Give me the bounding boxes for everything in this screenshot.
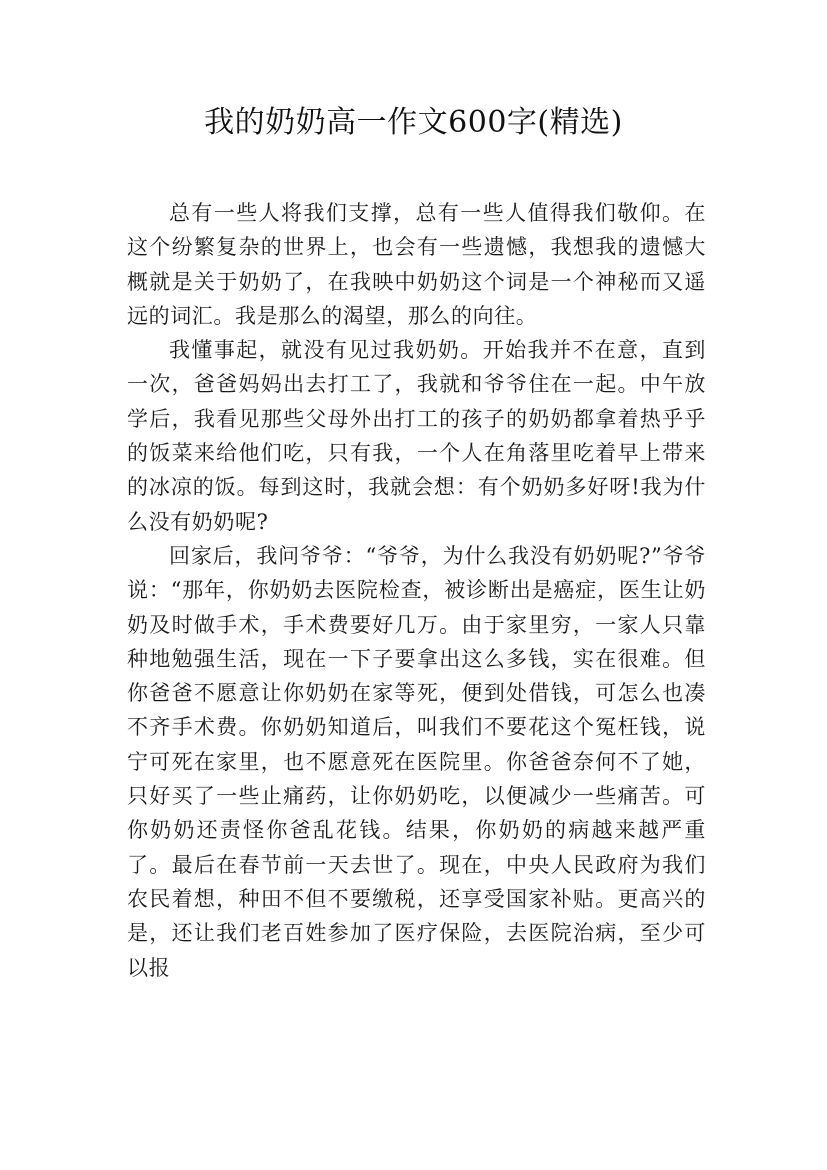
- paragraph: 回家后，我问爷爷：“爷爷，为什么我没有奶奶呢?”爷爷说：“那年，你奶奶去医院检查，被诊断出是癌症，医生让奶奶及时做手术，手术费要好几万。由于家里穷，一家人只靠种地勉强生活，现在一下子要拿出这么多钱，实在很难。但你爸爸不愿意让你奶奶在家等死，便到处借钱，可怎么也凑不齐手术费。你奶奶知道后，叫我们不要花这个冤枉钱，说宁可死在家里，也不愿意死在医院里。你爸爸奈何不了她，只好买了一些止痛药，让你奶奶吃，以便减少一些痛苦。可你奶奶还责怪你爸乱花钱。结果，你奶奶的病越来越严重了。最后在春节前一天去世了。现在，中央人民政府为我们农民着想，种田不但不要缴税，还享受国家补贴。更高兴的是，还让我们老百姓参加了医疗保险，去医院治病，至少可以报: [127, 543, 706, 980]
- paragraph: 总有一些人将我们支撑，总有一些人值得我们敬仰。在这个纷繁复杂的世界上，也会有一些遗憾，我想我的遗憾大概就是关于奶奶了，在我映中奶奶这个词是一个神秘而又遥远的词汇。我是那么的渴望，那么的向往。: [127, 201, 706, 328]
- document-body: [127, 196, 706, 985]
- paragraph: 我懂事起，就没有见过我奶奶。开始我并不在意，直到一次，爸爸妈妈出去打工了，我就和爷爷住在一起。中午放学后，我看见那些父母外出打工的孩子的奶奶都拿着热乎乎的饭菜来给他们吃，只有我，一个人在角落里吃着早上带来的冰凉的饭。每到这时，我就会想：有个奶奶多好呀!我为什么没有奶奶呢?: [127, 338, 706, 534]
- document-title: 我的奶奶高一作文600字(精选): [204, 105, 623, 140]
